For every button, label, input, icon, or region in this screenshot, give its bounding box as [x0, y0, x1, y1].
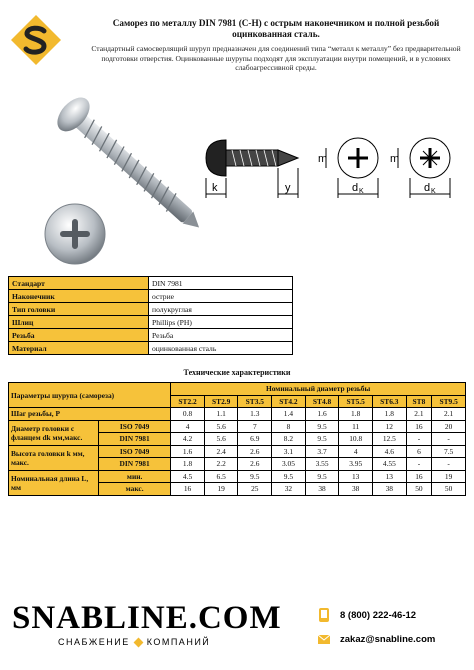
table-cell: 3.95	[339, 458, 373, 471]
std-label: мин.	[99, 470, 171, 483]
table-cell: 1.6	[305, 408, 339, 421]
table-cell: 2.6	[238, 458, 272, 471]
table-row	[9, 470, 466, 483]
table-cell: 1.4	[272, 408, 306, 421]
mail-icon	[318, 632, 330, 646]
table-cell: 13	[339, 470, 373, 483]
spec-value: оцинкованная сталь	[149, 342, 293, 355]
table-cell: 7	[238, 420, 272, 433]
phone-number[interactable]: 8 (800) 222-46-12	[340, 609, 417, 621]
product-description: Стандартный самосверлящий шуруп предназначен для соединений типа “металл к металлу” без предварительной подготовки отверстия. Оцинкованные шурупы подходят для эксплуатации внутри помещений, и в условиях слабоагрессивной среды.	[91, 44, 461, 72]
spec-row	[9, 290, 293, 303]
snabline-logo	[10, 14, 62, 66]
table-cell: 5.6	[204, 433, 238, 446]
table-cell: 10.8	[339, 433, 373, 446]
table-cell: 1.3	[238, 408, 272, 421]
size-header: ST6.3	[372, 395, 406, 408]
table-cell: 12	[372, 420, 406, 433]
spec-value: Резьба	[149, 329, 293, 342]
table-cell: -	[432, 433, 466, 446]
table-cell: -	[406, 458, 432, 471]
table-cell: 38	[339, 483, 373, 496]
email-contact[interactable]	[318, 632, 435, 646]
footer-brand: SNABLINE.COM	[12, 600, 282, 636]
table-cell: 9.5	[305, 433, 339, 446]
table-cell: 3.55	[305, 458, 339, 471]
dim-k-label: k	[212, 182, 218, 194]
table-cell: 5.6	[204, 420, 238, 433]
std-label: DIN 7981	[99, 433, 171, 446]
table-cell: 6	[406, 445, 432, 458]
row-label: Шаг резьбы, P	[9, 408, 171, 421]
size-header: ST4.8	[305, 395, 339, 408]
table-cell: 1.8	[372, 408, 406, 421]
table-cell: 8	[272, 420, 306, 433]
table-cell: 4.6	[372, 445, 406, 458]
spec-value: DIN 7981	[149, 277, 293, 290]
technical-drawing	[198, 128, 468, 208]
param-header: Параметры шурупа (самореза)	[9, 383, 171, 408]
table-cell: 13	[372, 470, 406, 483]
spec-key: Резьба	[9, 329, 149, 342]
table-cell: 11	[339, 420, 373, 433]
table-cell: 9.5	[238, 470, 272, 483]
spec-row	[9, 303, 293, 316]
spec-row	[9, 329, 293, 342]
std-label: макс.	[99, 483, 171, 496]
table-cell: 1.1	[204, 408, 238, 421]
table-cell: 8.2	[272, 433, 306, 446]
nominal-header: Номинальный диаметр резьбы	[171, 383, 466, 396]
table-cell: 7.5	[432, 445, 466, 458]
phone-contact[interactable]	[318, 608, 416, 622]
size-header: ST9.5	[432, 395, 466, 408]
size-header: ST8	[406, 395, 432, 408]
dim-dk-label: d	[424, 182, 431, 194]
table-cell: 1.8	[171, 458, 205, 471]
tech-table	[8, 382, 466, 496]
dim-m-label: m	[390, 153, 400, 165]
spec-row	[9, 277, 293, 290]
std-label: ISO 7049	[99, 420, 171, 433]
dim-m-label: m	[318, 153, 328, 165]
spec-table	[8, 276, 293, 355]
size-header: ST4.2	[272, 395, 306, 408]
table-cell: 1.6	[171, 445, 205, 458]
std-label: DIN 7981	[99, 458, 171, 471]
spec-value: полукруглая	[149, 303, 293, 316]
table-cell: 12.5	[372, 433, 406, 446]
size-header: ST2.9	[204, 395, 238, 408]
table-cell: 16	[406, 420, 432, 433]
table-cell: 4.55	[372, 458, 406, 471]
size-header: ST3.5	[238, 395, 272, 408]
table-cell: 50	[406, 483, 432, 496]
spec-row	[9, 316, 293, 329]
table-cell: 2.1	[432, 408, 466, 421]
tech-title: Технические характеристики	[183, 368, 291, 377]
row-label: Номинальная длина L, мм	[9, 470, 99, 495]
table-cell: 38	[305, 483, 339, 496]
spec-key: Шлиц	[9, 316, 149, 329]
table-row	[9, 408, 466, 421]
spec-value: Phillips (PH)	[149, 316, 293, 329]
table-cell: -	[406, 433, 432, 446]
table-cell: 1.8	[339, 408, 373, 421]
email-address[interactable]: zakaz@snabline.com	[340, 633, 436, 645]
size-header: ST5.5	[339, 395, 373, 408]
table-cell: 4	[171, 420, 205, 433]
spec-key: Материал	[9, 342, 149, 355]
diamond-icon	[133, 638, 143, 648]
table-cell: 2.2	[204, 458, 238, 471]
table-cell: 3.05	[272, 458, 306, 471]
footer-tagline	[58, 637, 210, 647]
table-cell: 38	[372, 483, 406, 496]
row-label: Диаметр головки с фланцем dk мм,макс.	[9, 420, 99, 445]
spec-row	[9, 342, 293, 355]
table-cell: 4.5	[171, 470, 205, 483]
spec-value: острие	[149, 290, 293, 303]
spec-key: Наконечник	[9, 290, 149, 303]
table-cell: 3.7	[305, 445, 339, 458]
table-cell: 2.4	[204, 445, 238, 458]
table-cell: 32	[272, 483, 306, 496]
phone-icon	[318, 608, 330, 622]
dim-y-label: y	[285, 182, 291, 194]
table-cell: 2.1	[406, 408, 432, 421]
table-cell: 25	[238, 483, 272, 496]
table-cell: 9.5	[305, 420, 339, 433]
table-cell: 2.6	[238, 445, 272, 458]
table-cell: 9.5	[305, 470, 339, 483]
table-cell: -	[432, 458, 466, 471]
table-cell: 50	[432, 483, 466, 496]
row-label: Высота головки k мм, макс.	[9, 445, 99, 470]
tagline-left: СНАБЖЕНИЕ	[58, 637, 130, 647]
screw-photo	[30, 92, 205, 272]
std-label: ISO 7049	[99, 445, 171, 458]
spec-key: Тип головки	[9, 303, 149, 316]
dim-dk-sub: K	[359, 188, 364, 195]
page-title: Саморез по металлу DIN 7981 (C-H) с острым наконечником и полной резьбой оцинкованная сталь.	[112, 18, 440, 39]
table-cell: 4.2	[171, 433, 205, 446]
dim-dk-label: d	[352, 182, 359, 194]
table-cell: 20	[432, 420, 466, 433]
table-cell: 19	[204, 483, 238, 496]
table-cell: 16	[171, 483, 205, 496]
table-row	[9, 420, 466, 433]
table-row	[9, 445, 466, 458]
tagline-right: КОМПАНИЙ	[146, 637, 211, 647]
table-cell: 0.8	[171, 408, 205, 421]
tech-header-row	[9, 383, 466, 396]
table-cell: 6.9	[238, 433, 272, 446]
table-cell: 9.5	[272, 470, 306, 483]
spec-key: Стандарт	[9, 277, 149, 290]
table-cell: 16	[406, 470, 432, 483]
table-cell: 6.5	[204, 470, 238, 483]
table-cell: 4	[339, 445, 373, 458]
dim-dk-sub: K	[431, 188, 436, 195]
table-cell: 19	[432, 470, 466, 483]
size-header: ST2.2	[171, 395, 205, 408]
table-cell: 3.1	[272, 445, 306, 458]
